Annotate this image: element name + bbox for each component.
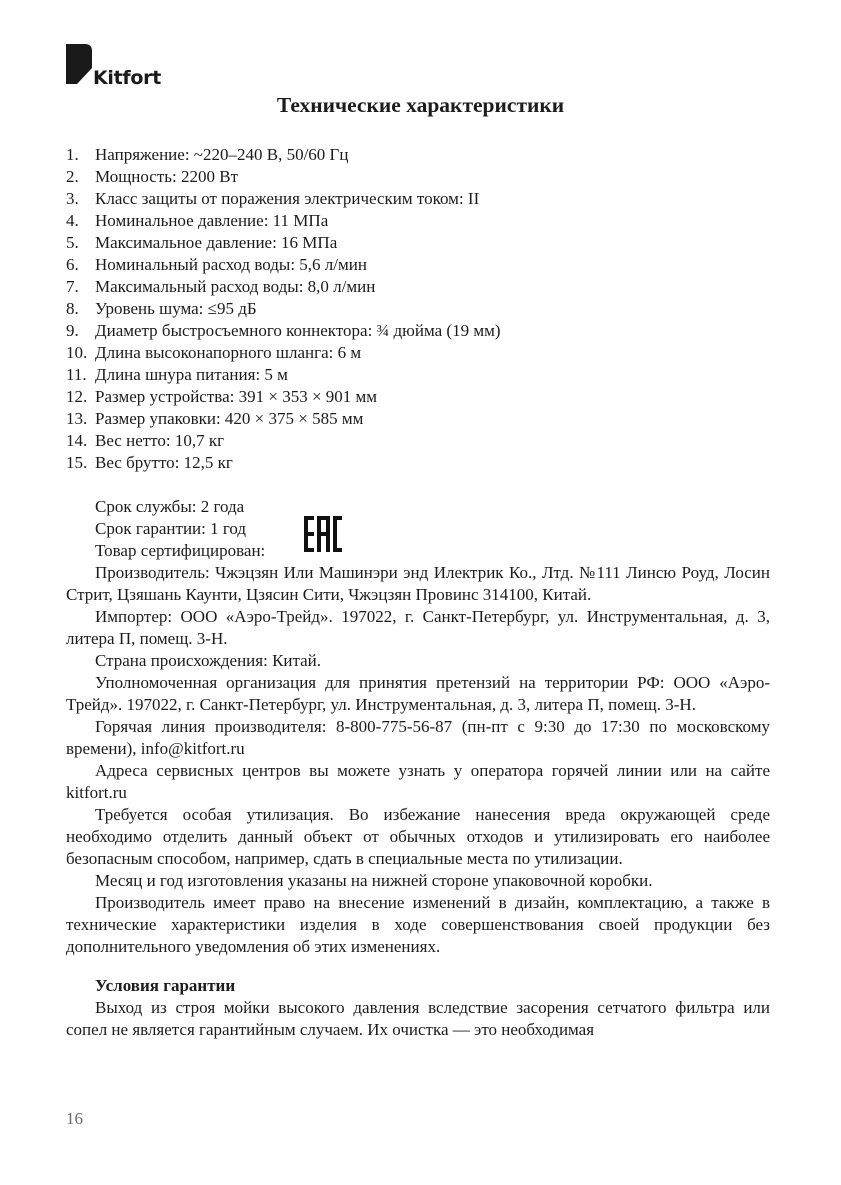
spec-number: 13. — [66, 409, 88, 428]
certified-line: Товар сертифицирован: — [95, 541, 266, 560]
spec-text: Длина высоконапорного шланга: 6 м — [95, 343, 362, 362]
body-text — [66, 562, 770, 1041]
spec-item — [66, 430, 786, 452]
kitfort-logo — [66, 44, 176, 96]
importer-paragraph: Импортер: ООО «Аэро-Трейд». 197022, г. Санкт-Петербург, ул. Инструментальная, д. 3, литера П, помещ. 3-Н. — [66, 607, 770, 648]
service-info-lines — [66, 496, 770, 562]
spec-text: Размер устройства: 391 × 353 × 901 мм — [95, 387, 378, 406]
spec-number: 6. — [66, 255, 79, 274]
claims-paragraph: Уполномоченная организация для принятия претензий на территории РФ: ООО «Аэро-Трейд». 197022, г. Санкт-Петербург, ул. Инструментальная, д. 3, литера П, помещ. 3-Н. — [66, 673, 770, 714]
spec-number: 4. — [66, 211, 79, 230]
spec-item — [66, 188, 786, 210]
service-life-line: Срок службы: 2 года — [95, 497, 245, 516]
spec-number: 15. — [66, 453, 88, 472]
warranty-term-line: Срок гарантии: 1 год — [95, 519, 247, 538]
spec-text: Напряжение: ~220–240 В, 50/60 Гц — [95, 145, 349, 164]
spec-text: Мощность: 2200 Вт — [95, 167, 239, 186]
spec-number: 12. — [66, 387, 88, 406]
brand-name: Kitfort — [93, 67, 161, 89]
hotline-paragraph: Горячая линия производителя: 8-800-775-56-87 (пн-пт с 9:30 до 17:30 по московскому времени), info@kitfort.ru — [66, 717, 770, 758]
spec-item — [66, 210, 786, 232]
origin-paragraph: Страна происхождения: Китай. — [95, 651, 322, 670]
spec-item — [66, 232, 786, 254]
spec-item — [66, 386, 786, 408]
spec-number: 9. — [66, 321, 79, 340]
warranty-paragraph: Выход из строя мойки высокого давления вследствие засорения сетчатого фильтра или сопел не является гарантийным случаем. Их очистка — это необходимая — [66, 998, 770, 1039]
page-title: Технические характеристики — [276, 93, 565, 117]
spec-text: Уровень шума: ≤95 дБ — [95, 299, 257, 318]
spec-number: 1. — [66, 145, 79, 164]
spec-text: Вес нетто: 10,7 кг — [95, 431, 225, 450]
spec-text: Максимальное давление: 16 МПа — [95, 233, 338, 252]
spec-item — [66, 452, 786, 474]
changes-paragraph: Производитель имеет право на внесение изменений в дизайн, комплектацию, а также в технические характеристики изделия в ходе совершенствования своей продукции без дополнительного уведомления об этих изменениях. — [66, 893, 770, 956]
spec-text: Длина шнура питания: 5 м — [95, 365, 288, 384]
spec-number: 11. — [66, 365, 87, 384]
disposal-paragraph: Требуется особая утилизация. Во избежание нанесения вреда окружающей среде необходимо отделить данный объект от обычных отходов и утилизировать его наиболее безопасным способом, например, сдать в специальные места по утилизации. — [66, 805, 770, 868]
spec-number: 2. — [66, 167, 79, 186]
kitfort-logo-mark-icon — [66, 44, 92, 84]
spec-number: 10. — [66, 343, 88, 362]
spec-item — [66, 364, 786, 386]
spec-number: 7. — [66, 277, 79, 296]
spec-number: 14. — [66, 431, 88, 450]
spec-number: 3. — [66, 189, 79, 208]
spec-item — [66, 408, 786, 430]
spec-item — [66, 144, 786, 166]
page-number: 16 — [66, 1109, 83, 1128]
spec-text: Максимальный расход воды: 8,0 л/мин — [95, 277, 376, 296]
spec-item — [66, 254, 786, 276]
spec-item — [66, 276, 786, 298]
spec-text: Номинальный расход воды: 5,6 л/мин — [95, 255, 367, 274]
spec-text: Вес брутто: 12,5 кг — [95, 453, 233, 472]
warranty-heading: Условия гарантии — [95, 976, 236, 995]
spec-item — [66, 342, 786, 364]
spec-number: 8. — [66, 299, 79, 318]
spec-item — [66, 166, 786, 188]
specs-list — [66, 144, 786, 474]
spec-text: Диаметр быстросъемного коннектора: ¾ дюйма (19 мм) — [95, 321, 501, 340]
manufacturer-paragraph: Производитель: Чжэцзян Или Машинэри энд Илектрик Ко., Лтд. №111 Линсю Роуд, Лосин Стрит, Цзяшань Каунти, Цзясин Сити, Чжэцзян Провинс 314100, Китай. — [66, 563, 770, 604]
spec-item — [66, 298, 786, 320]
manufacture-date-paragraph: Месяц и год изготовления указаны на нижней стороне упаковочной коробки. — [95, 871, 653, 890]
spec-number: 5. — [66, 233, 79, 252]
spec-text: Размер упаковки: 420 × 375 × 585 мм — [95, 409, 364, 428]
spec-text: Класс защиты от поражения электрическим током: II — [95, 189, 480, 208]
spec-item — [66, 320, 786, 342]
service-centers-paragraph: Адреса сервисных центров вы можете узнать у оператора горячей линии или на сайте kitfort.ru — [66, 761, 770, 802]
eac-certification-icon — [304, 515, 342, 553]
spec-text: Номинальное давление: 11 МПа — [95, 211, 329, 230]
